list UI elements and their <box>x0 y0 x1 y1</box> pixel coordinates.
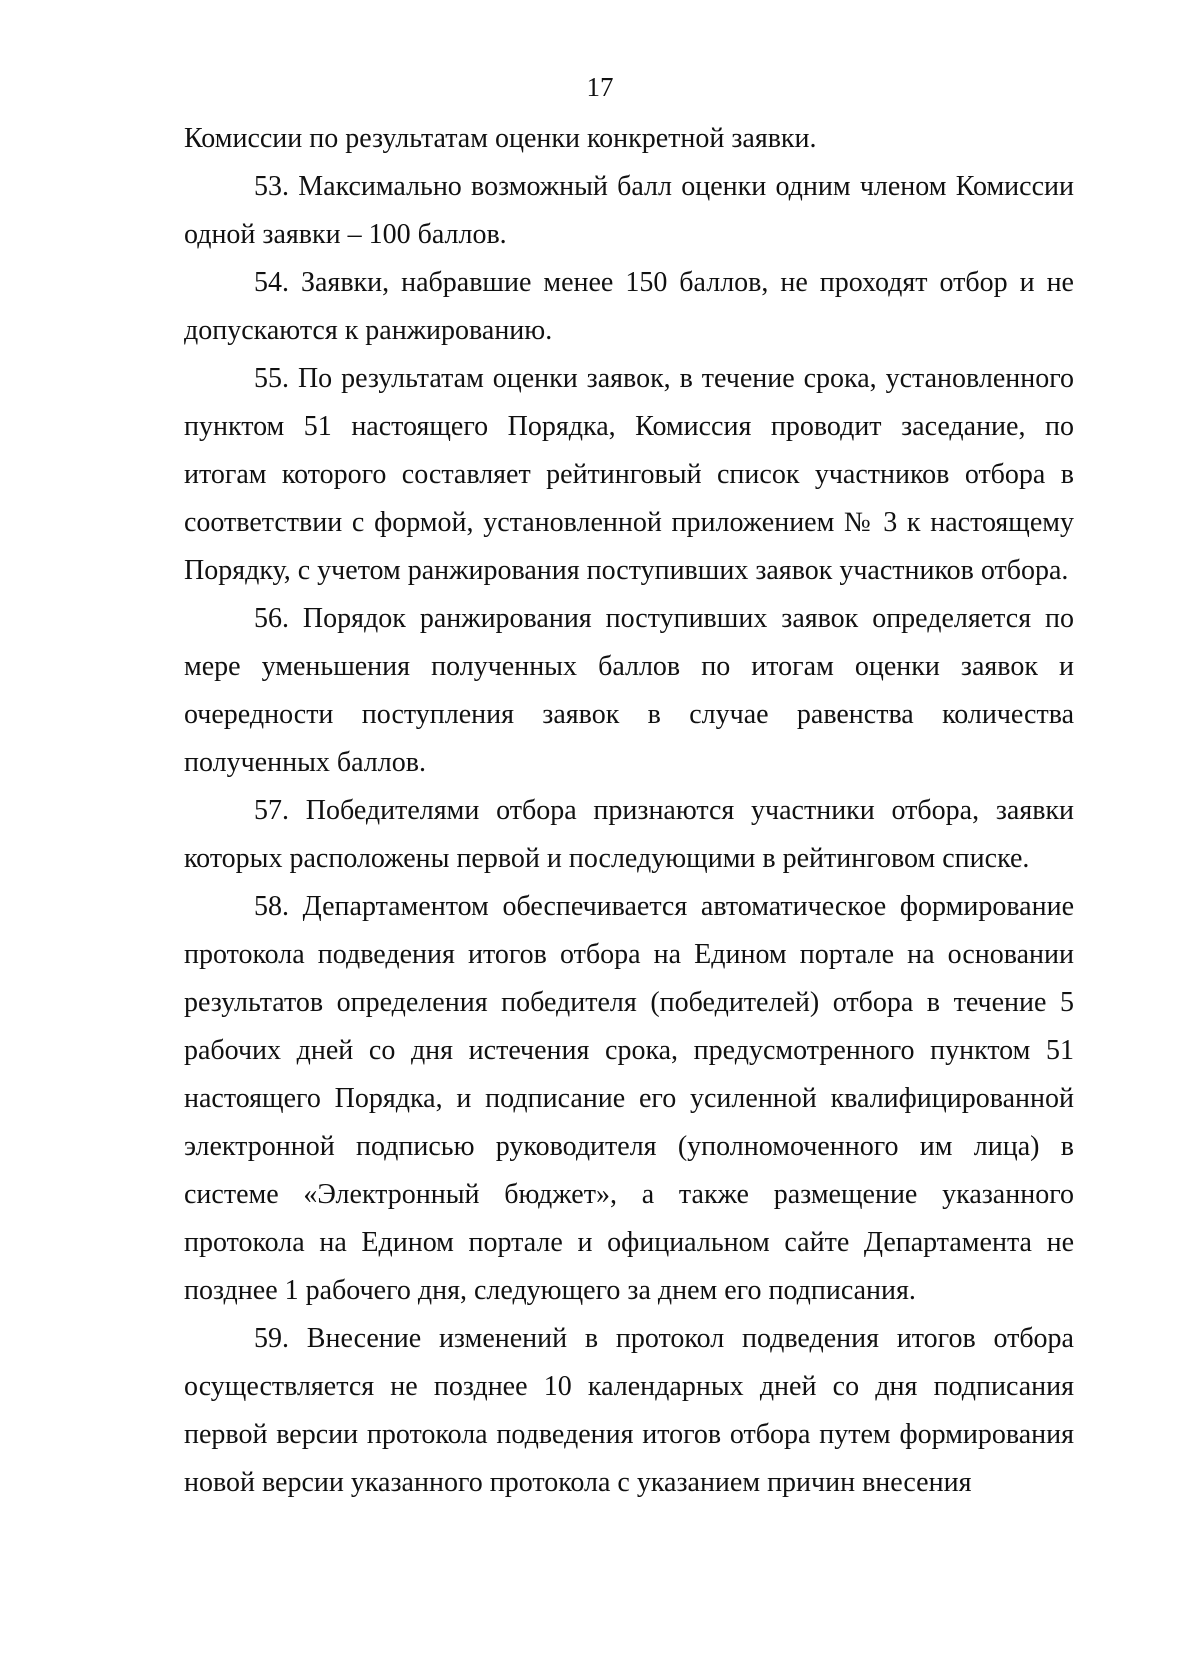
paragraph-continuation: Комиссии по результатам оценки конкретной заявки. <box>184 123 817 154</box>
document-body <box>184 115 1074 1507</box>
paragraph-57: 57. Победителями отбора признаются участники отбора, заявки которых расположены первой и последующими в рейтинговом списке. <box>184 795 1074 874</box>
paragraph-56: 56. Порядок ранжирования поступивших заявок определяется по мере уменьшения полученных баллов по итогам оценки заявок и очередности поступления заявок в случае равенства количества полученных баллов. <box>184 603 1074 778</box>
paragraph-55: 55. По результатам оценки заявок, в течение срока, установленного пунктом 51 настоящего Порядка, Комиссия проводит заседание, по итогам которого составляет рейтинговый список участников отбора в соответствии с формой, установленной приложением № 3 к настоящему Порядку, с учетом ранжирования поступивших заявок участников отбора. <box>184 363 1074 586</box>
paragraph-53: 53. Максимально возможный балл оценки одним членом Комиссии одной заявки – 100 баллов. <box>184 171 1074 250</box>
page-number: 17 <box>586 72 614 102</box>
paragraph-58: 58. Департаментом обеспечивается автоматическое формирование протокола подведения итогов отбора на Едином портале на основании результатов определения победителя (победителей) отбора в течение 5 рабочих дней со дня истечения срока, предусмотренного пунктом 51 настоящего Порядка, и подписание его усиленной квалифицированной электронной подписью руководителя (уполномоченного им лица) в системе «Электронный бюджет», а также размещение указанного протокола на Едином портале и официальном сайте Департамента не позднее 1 рабочего дня, следующего за днем его подписания. <box>184 891 1074 1306</box>
paragraph-54: 54. Заявки, набравшие менее 150 баллов, не проходят отбор и не допускаются к ранжированию. <box>184 267 1074 346</box>
paragraph-59: 59. Внесение изменений в протокол подведения итогов отбора осуществляется не позднее 10 календарных дней со дня подписания первой версии протокола подведения итогов отбора путем формирования новой версии указанного протокола с указанием причин внесения <box>184 1323 1074 1498</box>
